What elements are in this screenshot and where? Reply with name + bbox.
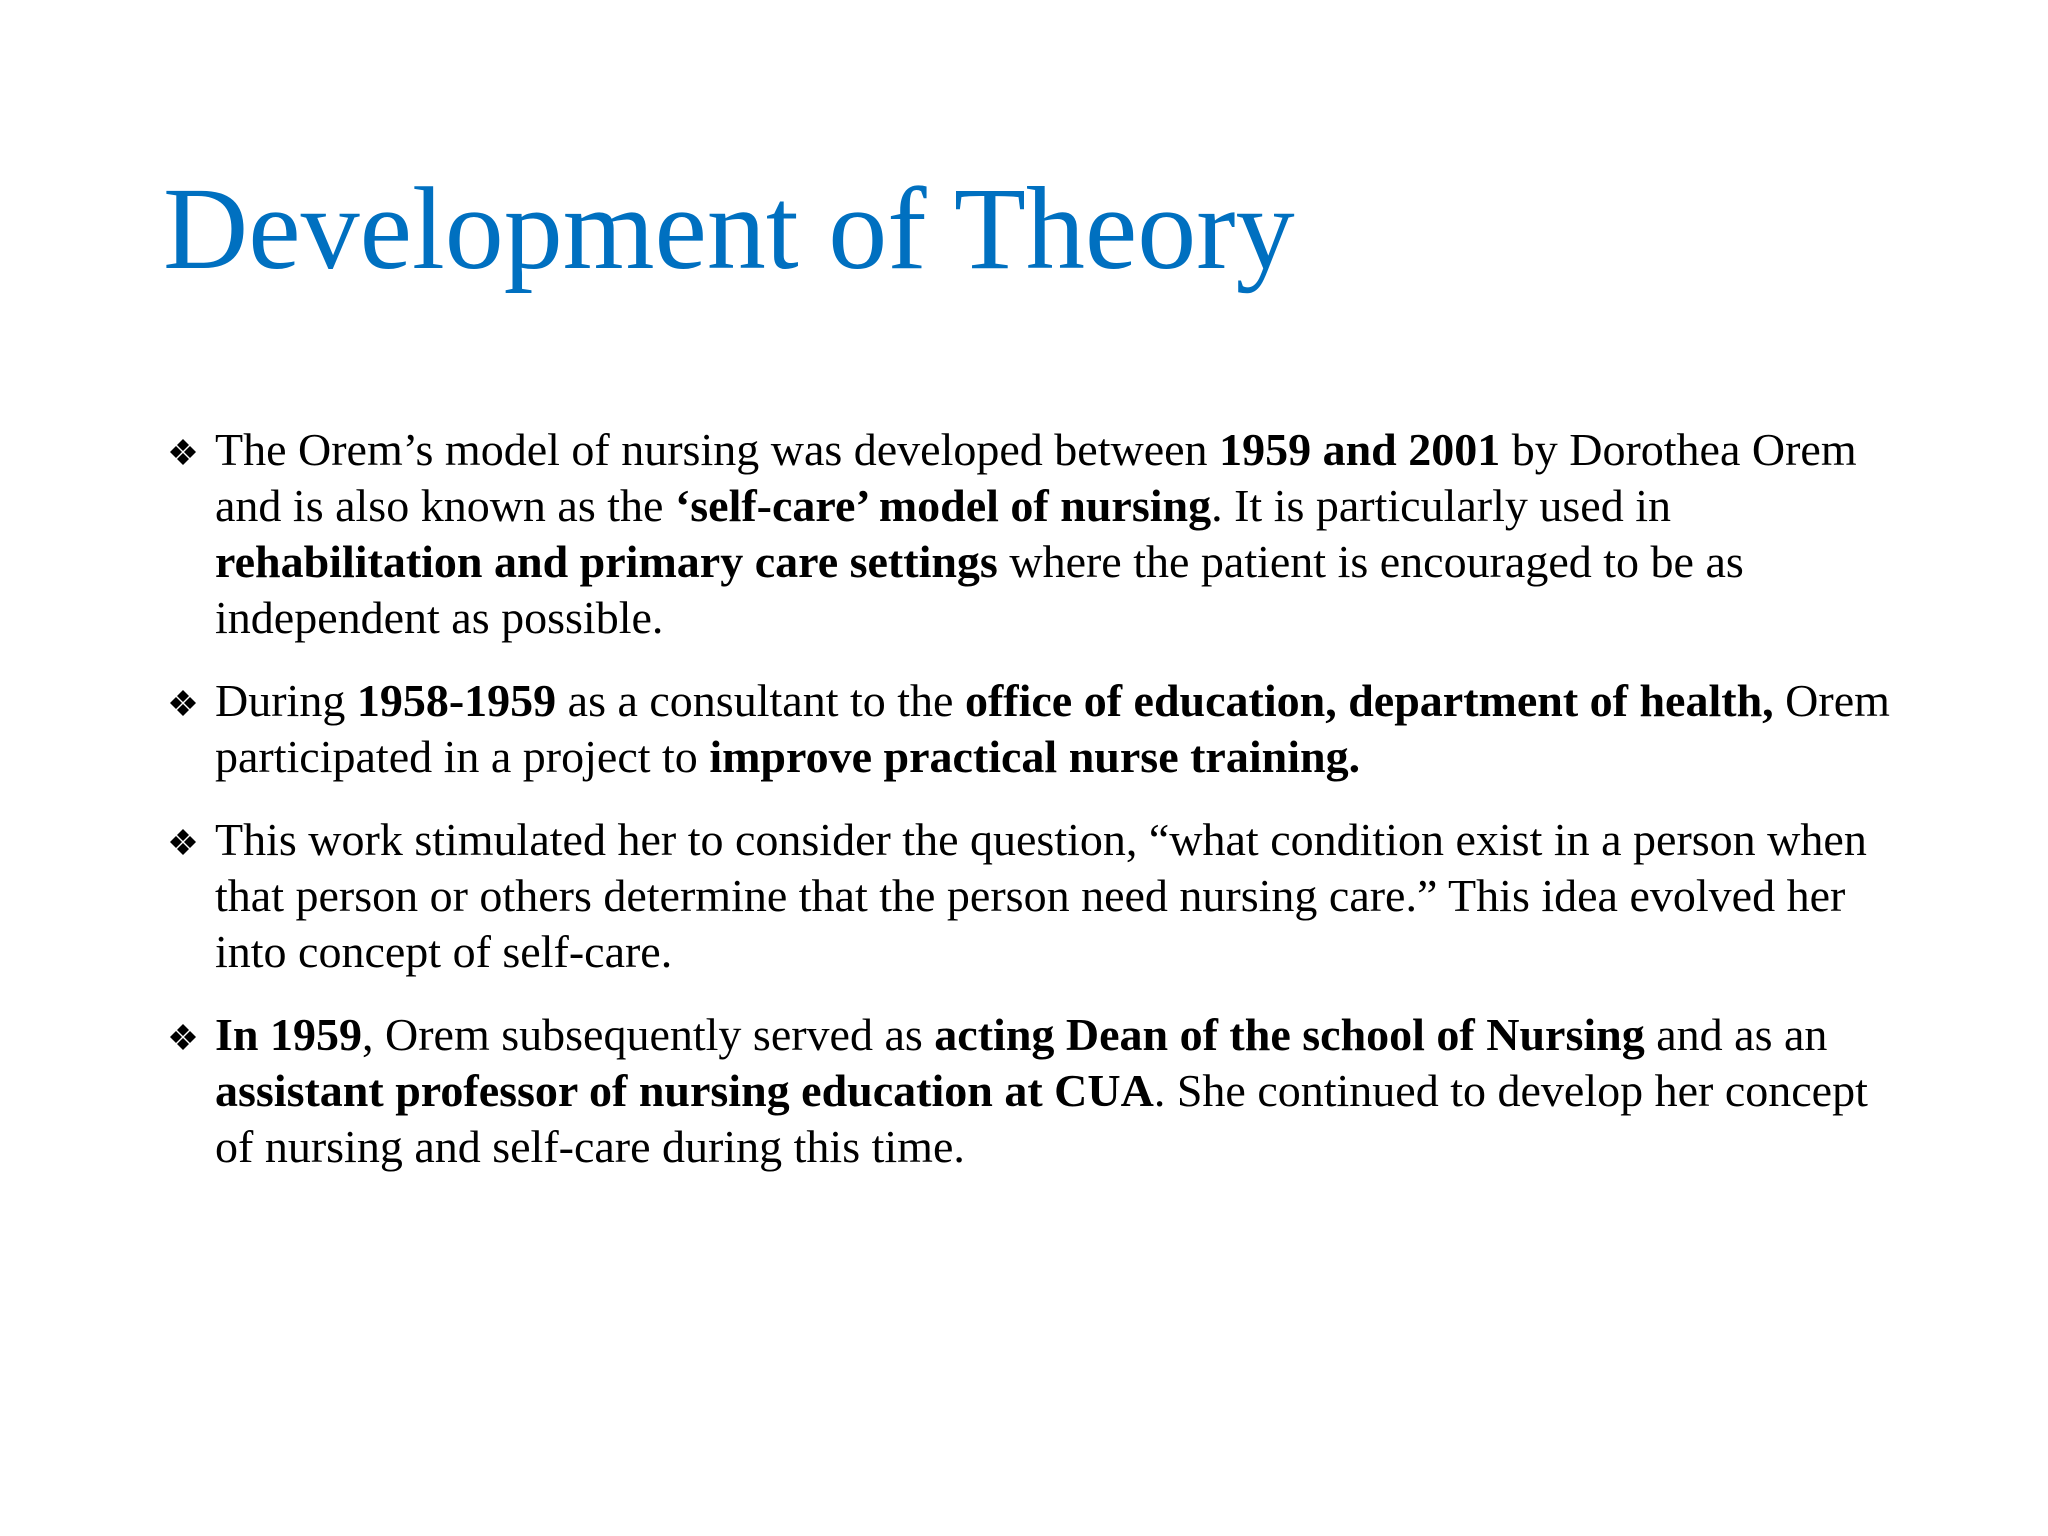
text-segment: , Orem subsequently served as <box>361 1009 935 1060</box>
bold-text-segment: 1958-1959 <box>356 675 557 726</box>
bold-text-segment: improve practical nurse training. <box>709 731 1361 782</box>
bullet-item <box>163 422 1903 646</box>
bullet-item <box>163 812 1903 980</box>
text-segment: Orem participated in a project to <box>215 675 1890 782</box>
text-segment: where the patient is encouraged to be as independent as possible. <box>215 536 1744 643</box>
text-segment: by Dorothea Orem and is also known as the <box>215 424 1857 531</box>
text-segment: During <box>215 675 357 726</box>
text-segment: This work stimulated her to consider the question, “what condition exist in a person when that person or others determine that the person need nursing care.” This idea evolved her into concept of self-care. <box>215 814 1867 977</box>
four-diamond-bullet-icon <box>163 1007 209 1063</box>
bold-text-segment: In 1959 <box>215 1009 362 1060</box>
bullet-text <box>215 675 1890 782</box>
bold-text-segment: assistant professor of nursing education at CUA <box>215 1065 1154 1116</box>
four-diamond-bullet-icon <box>163 812 209 868</box>
text-segment: . It is particularly used in <box>1211 480 1671 531</box>
slide-title: Development of Theory <box>163 163 1295 294</box>
four-diamond-bullet-icon <box>163 673 209 729</box>
text-segment: as a consultant to the <box>556 675 965 726</box>
text-segment: The Orem’s model of nursing was developed between <box>215 424 1220 475</box>
bullet-item <box>163 673 1903 785</box>
four-diamond-bullet-icon <box>163 422 209 478</box>
bold-text-segment: rehabilitation and primary care settings <box>215 536 998 587</box>
bullet-text <box>215 424 1857 643</box>
bullet-list <box>163 422 1903 1202</box>
bold-text-segment: acting Dean of the school of Nursing <box>934 1009 1645 1060</box>
bullet-text <box>215 814 1867 977</box>
text-segment: and as an <box>1644 1009 1828 1060</box>
text-segment: . She continued to develop her concept of nursing and self-care during this time. <box>215 1065 1868 1172</box>
bold-text-segment: office of education, department of health, <box>964 675 1774 726</box>
bullet-text <box>215 1009 1868 1172</box>
bullet-item <box>163 1007 1903 1175</box>
bold-text-segment: ‘self-care’ model of nursing <box>674 480 1212 531</box>
bold-text-segment: 1959 and 2001 <box>1219 424 1501 475</box>
